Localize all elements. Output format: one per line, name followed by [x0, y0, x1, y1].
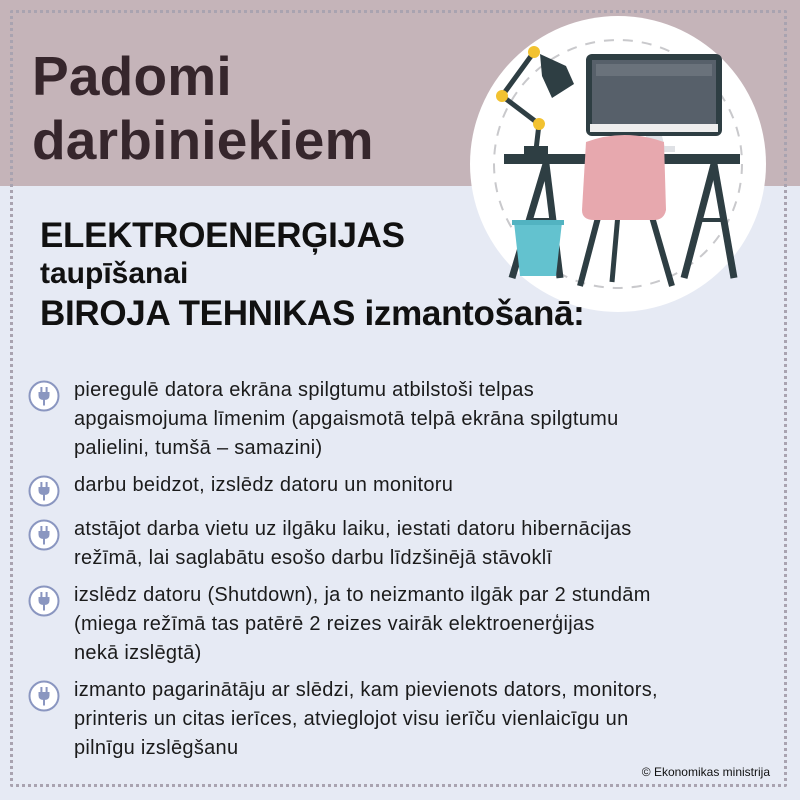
page-title	[32, 44, 374, 172]
list-item	[28, 581, 773, 668]
subtitle-line-2: taupīšanai	[40, 257, 189, 290]
title-line-1: Padomi	[32, 45, 232, 107]
subtitle	[40, 216, 585, 336]
power-plug-icon	[28, 475, 60, 507]
power-plug-icon	[28, 380, 60, 412]
list-item	[28, 471, 773, 507]
subtitle-line-1: ELEKTROENERĢIJAS	[40, 216, 405, 255]
tip-text: atstājot darba vietu uz ilgāku laiku, iestati datoru hibernācijas režīmā, lai saglabātu esošo darbu līdzšinējā stāvoklī	[74, 518, 632, 569]
tips-list	[28, 376, 773, 771]
title-line-2: darbiniekiem	[32, 109, 374, 171]
power-plug-icon	[28, 585, 60, 617]
subtitle-line-3: BIROJA TEHNIKAS izmantošanā:	[40, 294, 585, 333]
power-plug-icon	[28, 519, 60, 551]
list-item	[28, 676, 773, 763]
power-plug-icon	[28, 680, 60, 712]
tip-text: pieregulē datora ekrāna spilgtumu atbilstoši telpas apgaismojuma līmenim (apgaismotā telpā ekrāna spilgtumu palielini, tumšā – samazini)	[74, 379, 619, 459]
list-item	[28, 376, 773, 463]
list-item	[28, 515, 773, 573]
tip-text: izmanto pagarinātāju ar slēdzi, kam pievienots dators, monitors, printeris un citas ierīces, atvieglojot visu ierīču vienlaicīgu un pilnīgu izslēgšanu	[74, 679, 658, 759]
tip-text: izslēdz datoru (Shutdown), ja to neizmanto ilgāk par 2 stundām (miega režīmā tas patērē 2 reizes vairāk elektroenerģijas nekā izslēgtā)	[74, 584, 651, 664]
tip-text: darbu beidzot, izslēdz datoru un monitoru	[74, 474, 454, 496]
copyright-credit: © Ekonomikas ministrija	[641, 765, 770, 779]
